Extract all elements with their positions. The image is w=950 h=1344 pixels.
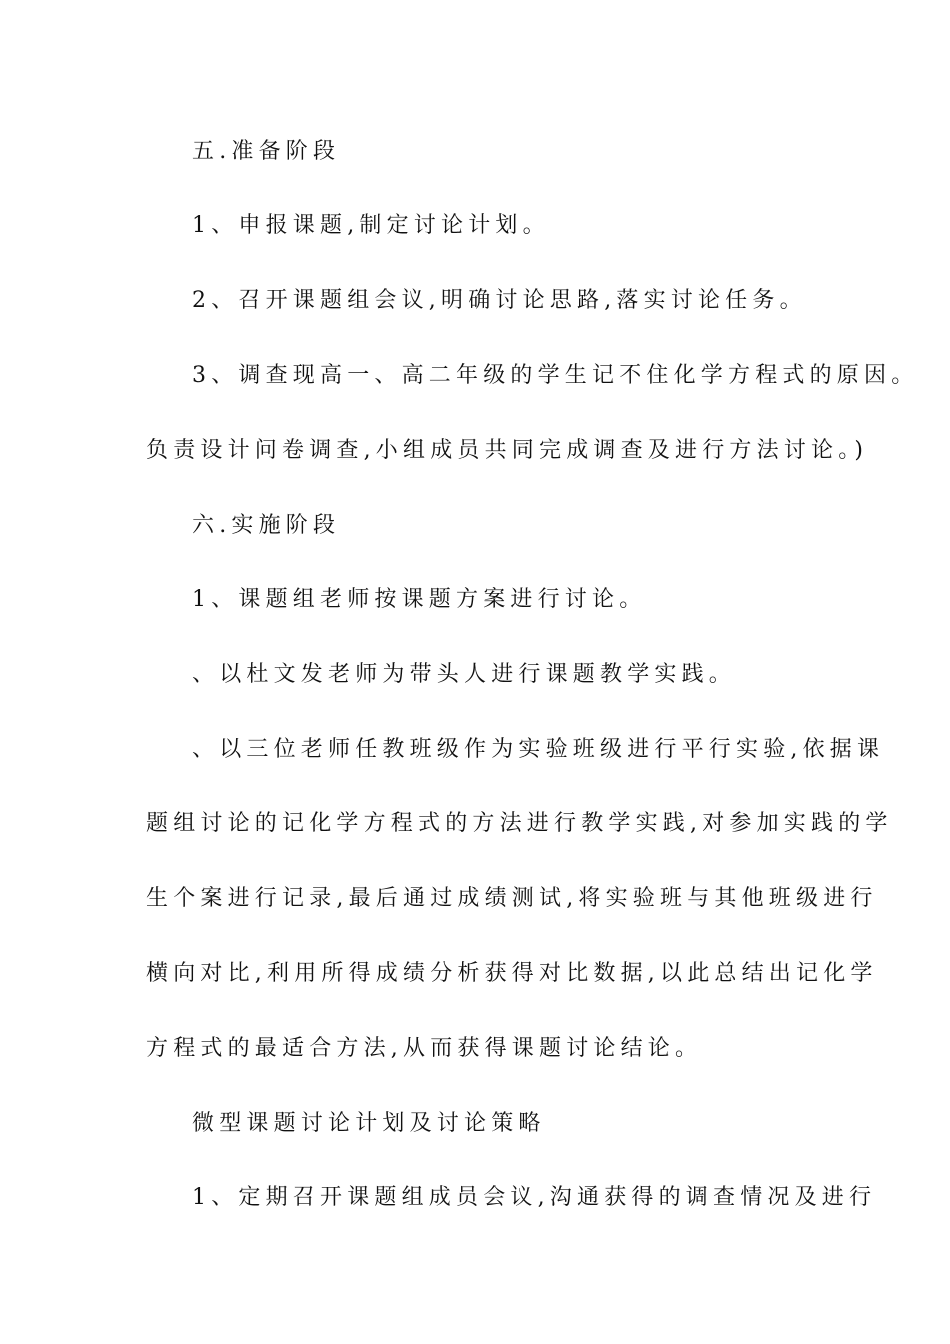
paragraph-line: 2、召开课题组会议,明确讨论思路,落实讨论任务。 — [192, 288, 807, 313]
paragraph-line: 负责设计问卷调查,小组成员共同完成调查及进行方法讨论。) — [146, 438, 869, 463]
paragraph-line: 、以杜文发老师为带头人进行课题教学实践。 — [192, 662, 737, 687]
paragraph-line: 1、定期召开课题组成员会议,沟通获得的调查情况及进行 — [192, 1185, 877, 1210]
section-heading-plan-strategy: 微型课题讨论计划及讨论策略 — [192, 1111, 546, 1136]
section-heading-implementation: 六.实施阶段 — [192, 513, 341, 538]
paragraph-line: 方程式的最适合方法,从而获得课题讨论结论。 — [146, 1036, 703, 1061]
paragraph-line: 题组讨论的记化学方程式的方法进行教学实践,对参加实践的学 — [146, 811, 893, 836]
paragraph-line: 3、调查现高一、高二年级的学生记不住化学方程式的原因。 — [192, 363, 919, 388]
paragraph-line: 横向对比,利用所得成绩分析获得对比数据,以此总结出记化学 — [146, 961, 878, 986]
paragraph-line: 、以三位老师任教班级作为实验班级进行平行实验,依据课 — [192, 737, 885, 762]
paragraph-line: 生个案进行记录,最后通过成绩测试,将实验班与其他班级进行 — [146, 886, 878, 911]
paragraph-line: 1、申报课题,制定讨论计划。 — [192, 213, 550, 238]
paragraph-line: 1、课题组老师按课题方案进行讨论。 — [192, 587, 647, 612]
section-heading-preparation: 五.准备阶段 — [192, 139, 341, 164]
